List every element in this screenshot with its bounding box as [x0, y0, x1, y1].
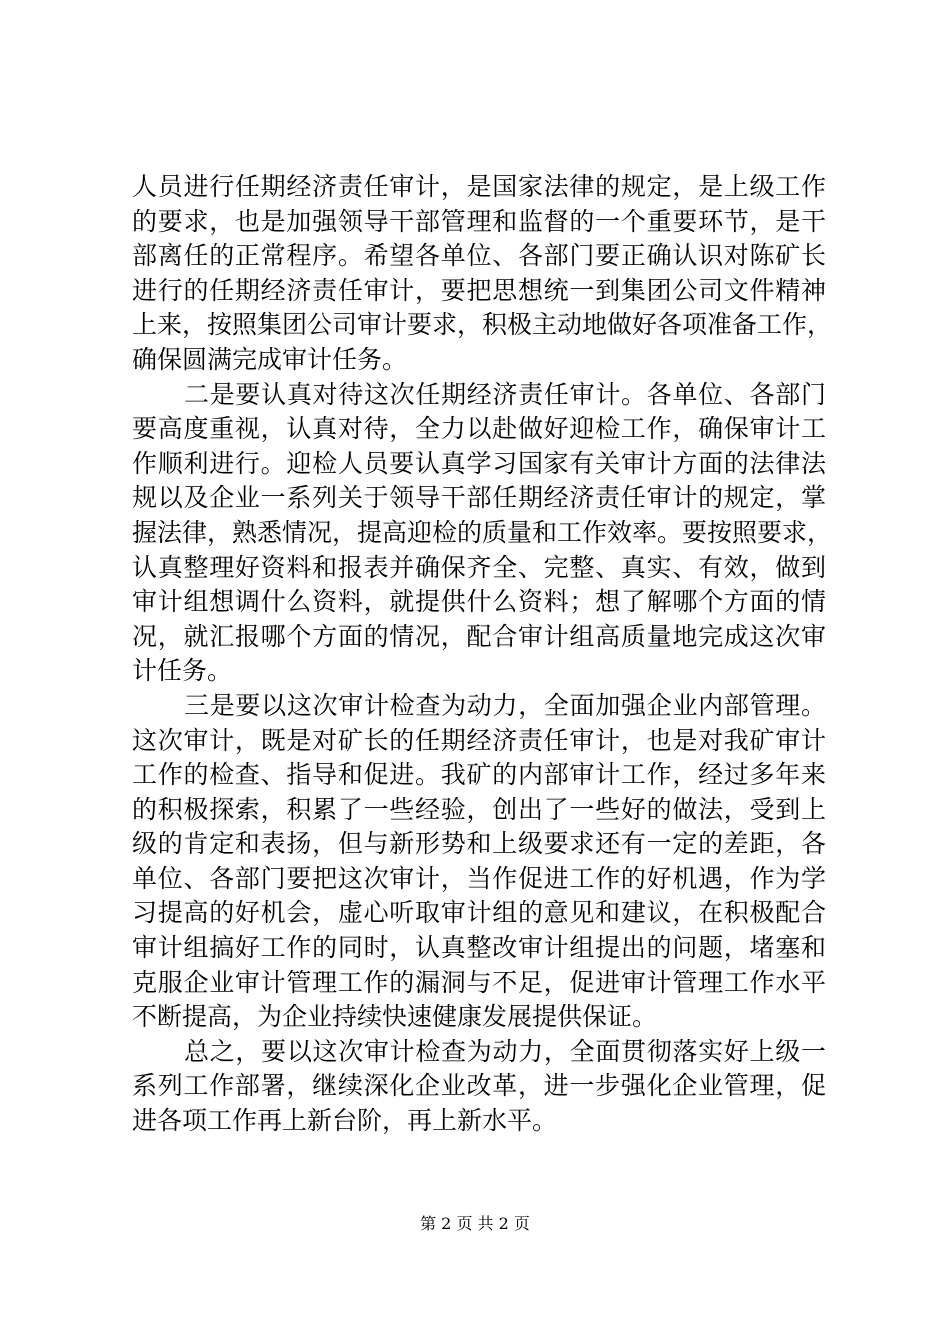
text-line: 系列工作部署，继续深化企业改革，进一步强化企业管理，促	[132, 1071, 826, 1101]
text-line: 计任务。	[132, 656, 233, 686]
text-line: 审计组搞好工作的同时，认真整改审计组提出的问题，堵塞和	[132, 933, 826, 963]
text-line: 规以及企业一系列关于领导干部任期经济责任审计的规定，掌	[132, 483, 826, 513]
page-number-footer: 第 2 页 共 2 页	[420, 1214, 530, 1233]
text-line: 习提高的好机会，虚心听取审计组的意见和建议，在积极配合	[132, 898, 826, 928]
text-line: 审计组想调什么资料，就提供什么资料；想了解哪个方面的情	[132, 587, 826, 617]
text-line: 不断提高，为企业持续快速健康发展提供保证。	[132, 1002, 658, 1032]
text-line: 进各项工作再上新台阶，再上新水平。	[132, 1106, 558, 1136]
text-line: 况，就汇报哪个方面的情况，配合审计组高质量地完成这次审	[132, 621, 826, 651]
text-line: 级的肯定和表扬，但与新形势和上级要求还有一定的差距，各	[132, 829, 826, 859]
text-line: 握法律，熟悉情况，提高迎检的质量和工作效率。要按照要求，	[132, 517, 833, 547]
text-line: 的积极探索，积累了一些经验，创出了一些好的做法，受到上	[132, 794, 826, 824]
text-line: 人员进行任期经济责任审计，是国家法律的规定，是上级工作	[132, 172, 826, 201]
paragraph-start-line: 二是要认真对待这次任期经济责任审计。各单位、各部门	[184, 379, 826, 409]
text-line: 作顺利进行。迎检人员要认真学习国家有关审计方面的法律法	[132, 448, 826, 478]
body-text	[132, 170, 833, 1139]
paragraph-start-line: 三是要以这次审计检查为动力，全面加强企业内部管理。	[184, 690, 826, 720]
text-line: 工作的检查、指导和促进。我矿的内部审计工作，经过多年来	[132, 760, 826, 790]
text-line: 的要求，也是加强领导干部管理和监督的一个重要环节，是干	[132, 206, 826, 236]
text-line: 认真整理好资料和报表并确保齐全、完整、真实、有效，做到	[132, 552, 826, 582]
text-line: 部离任的正常程序。希望各单位、各部门要正确认识对陈矿长	[132, 241, 826, 271]
text-line: 单位、各部门要把这次审计，当作促进工作的好机遇，作为学	[132, 863, 826, 893]
text-line: 要高度重视，认真对待，全力以赴做好迎检工作，确保审计工	[132, 414, 826, 444]
text-line: 上来，按照集团公司审计要求，积极主动地做好各项准备工作，	[132, 310, 833, 340]
paragraph-start-line: 总之，要以这次审计检查为动力，全面贯彻落实好上级一	[184, 1036, 826, 1066]
text-line: 确保圆满完成审计任务。	[132, 344, 408, 374]
text-line: 进行的任期经济责任审计，要把思想统一到集团公司文件精神	[132, 275, 826, 305]
text-line: 克服企业审计管理工作的漏洞与不足，促进审计管理工作水平	[132, 967, 826, 997]
text-line: 这次审计，既是对矿长的任期经济责任审计，也是对我矿审计	[132, 725, 826, 755]
